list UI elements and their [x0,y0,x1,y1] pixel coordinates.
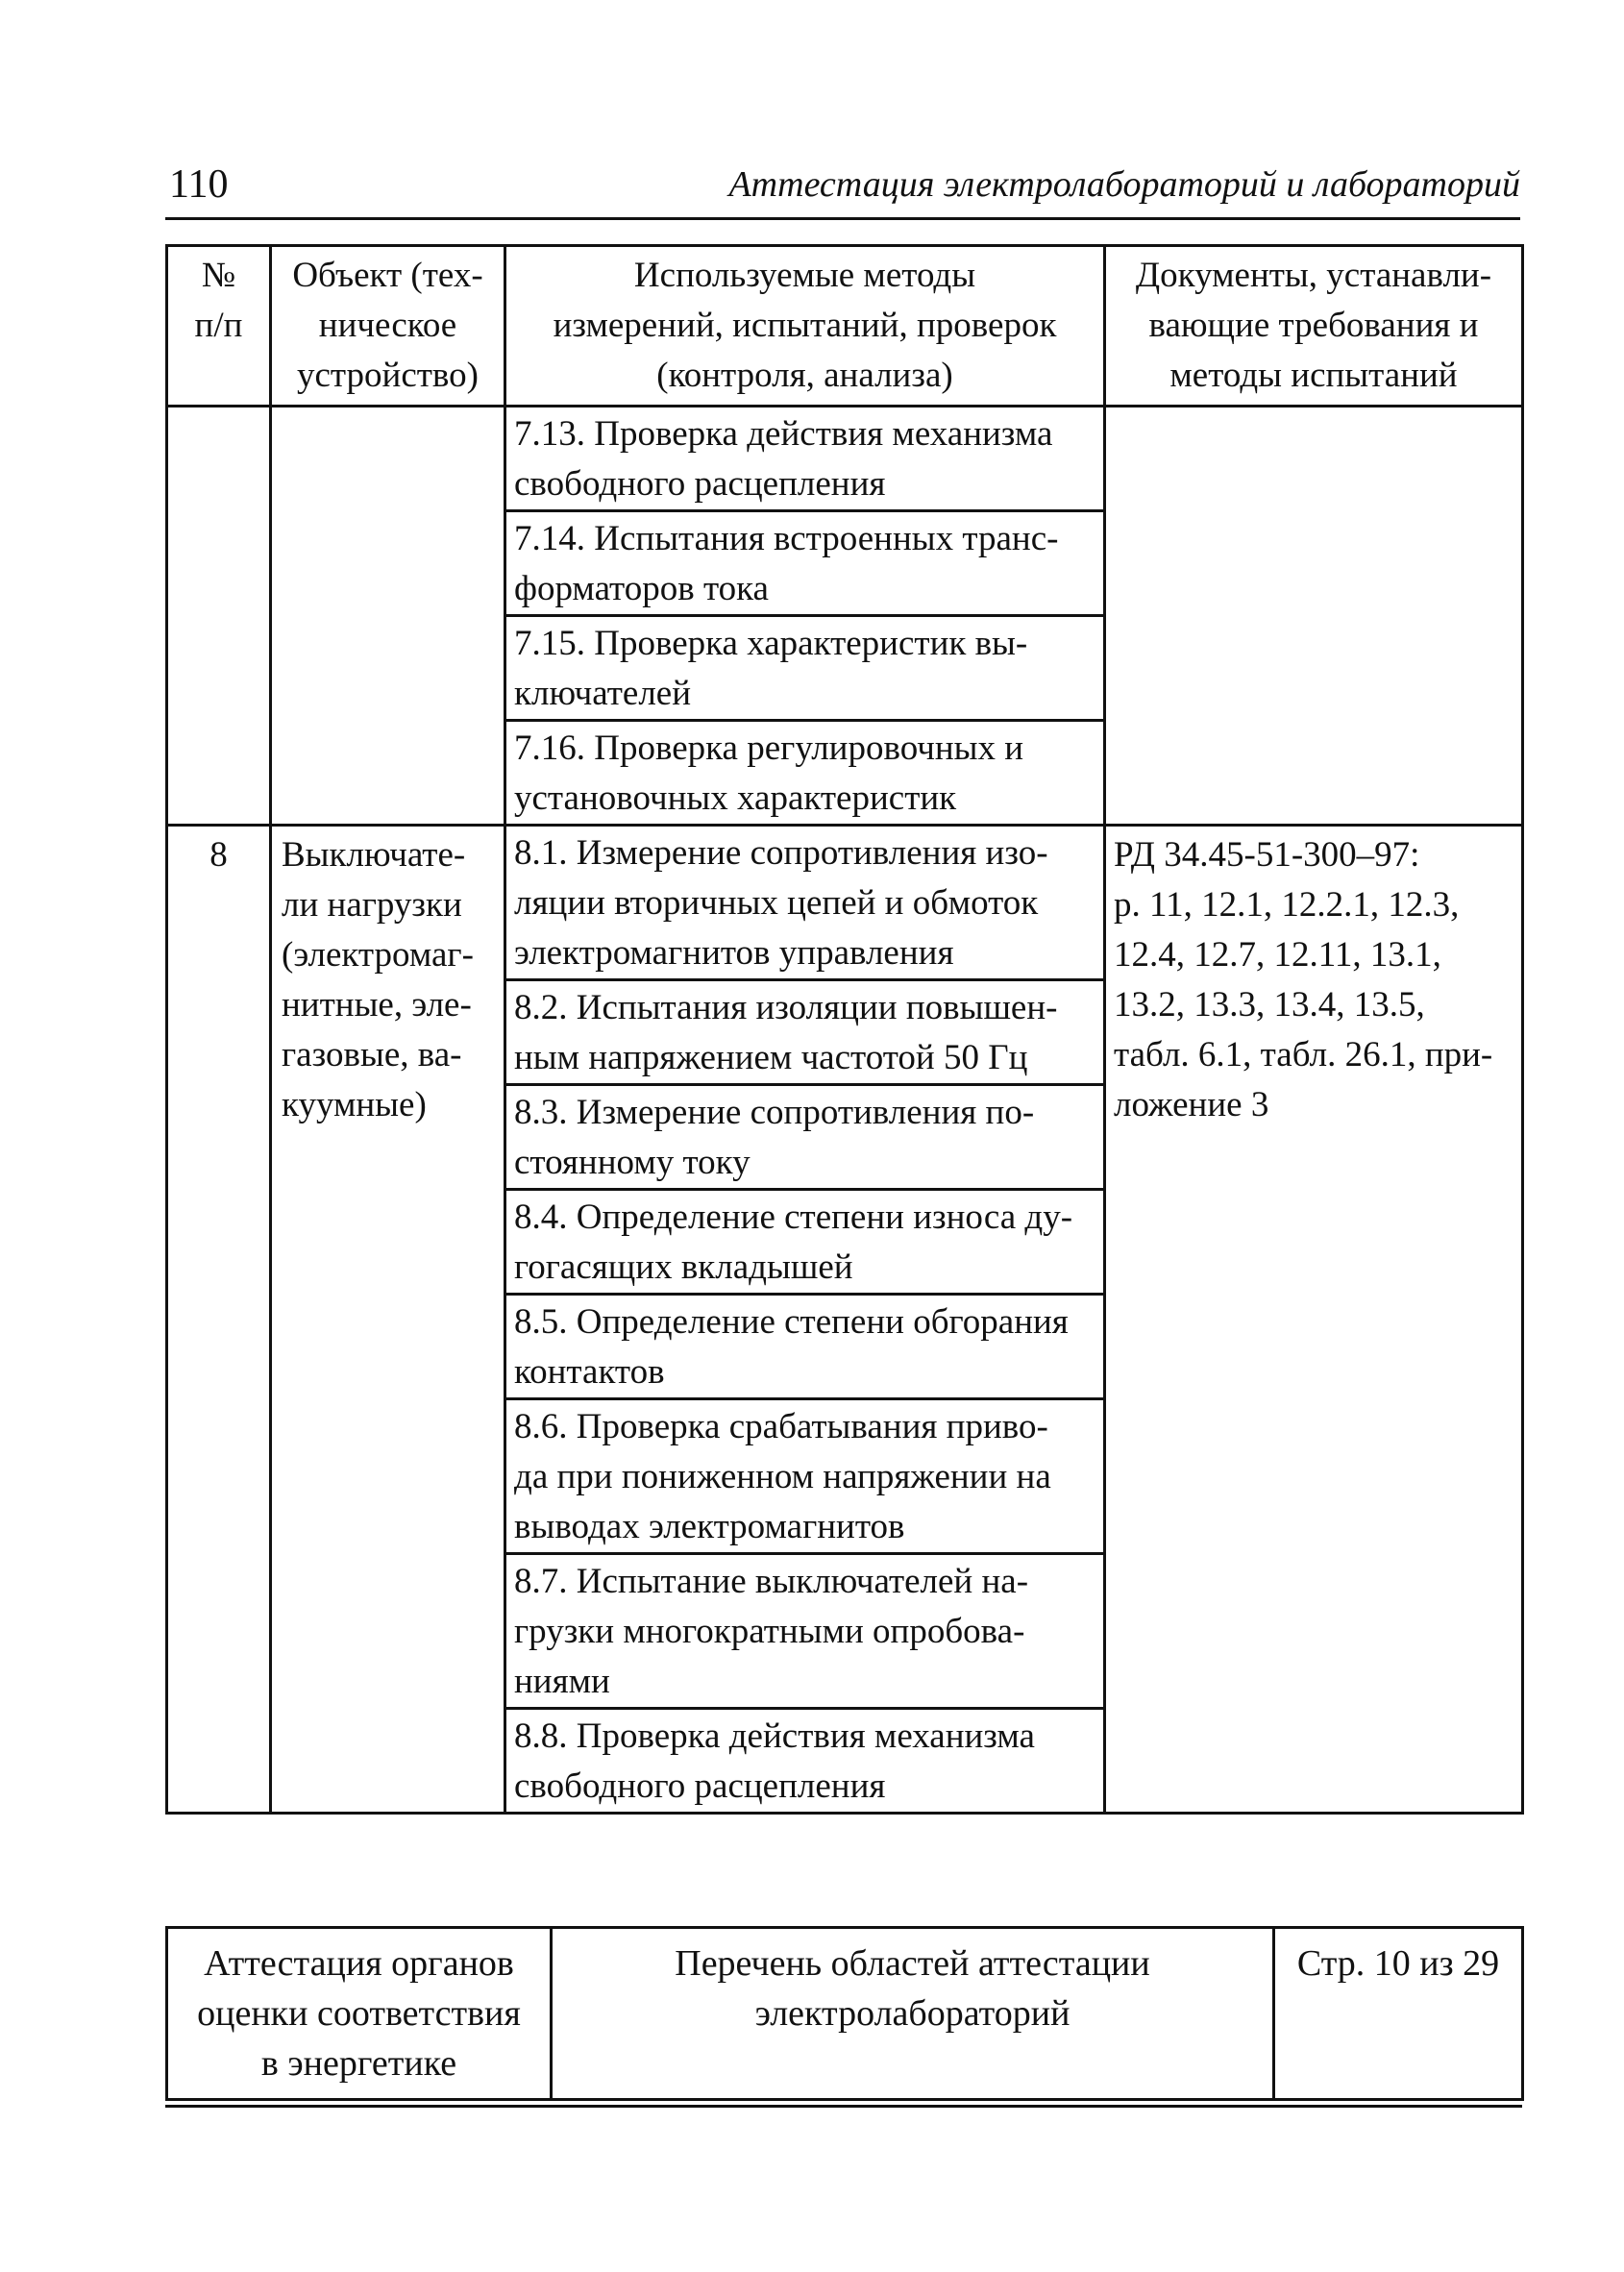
stamp-document-title: Перечень областей аттестации электролабораторий [552,1928,1274,2100]
running-header [165,161,1520,220]
group7-object-cell [271,407,505,826]
column-header-object: Объект (тех- ническое устройство) [271,246,505,407]
running-title: Аттестация электролабораторий и лабораторий [728,164,1520,205]
footer-stamp [165,1926,1524,2101]
method-7-14: 7.14. Испытания встроенных транс- форматоров тока [505,511,1105,616]
group7-documents-cell [1105,407,1523,826]
stamp-page-ref: Стр. 10 из 29 [1274,1928,1523,2100]
bottom-rule [165,2105,1522,2108]
method-8-7: 8.7. Испытание выключателей на- грузки многократными опробова- ниями [505,1554,1105,1709]
method-8-5: 8.5. Определение степени обгорания контактов [505,1295,1105,1399]
stamp-organization: Аттестация органов оценки соответствия в энергетике [167,1928,552,2100]
group8-object: Выключате- ли нагрузки (электромаг- нитные, эле- газовые, ва- куумные) [271,826,505,1814]
table-header-row [167,246,1523,407]
page-number: 110 [169,162,229,207]
group7-number-cell [167,407,271,826]
method-7-15: 7.15. Проверка характеристик вы- ключателей [505,616,1105,721]
method-8-1: 8.1. Измерение сопротивления изо- ляции вторичных цепей и обмоток электромагнитов управления [505,826,1105,980]
group8-number: 8 [167,826,271,1814]
table-row [167,826,1523,980]
column-header-documents: Документы, устанавли- вающие требования и методы испытаний [1105,246,1523,407]
method-8-4: 8.4. Определение степени износа ду- гогасящих вкладышей [505,1190,1105,1295]
method-7-13: 7.13. Проверка действия механизма свободного расцепления [505,407,1105,511]
attestation-table [165,244,1524,1815]
method-8-8: 8.8. Проверка действия механизма свободного расцепления [505,1709,1105,1814]
method-8-6: 8.6. Проверка срабатывания приво- да при пониженном напряжении на выводах электромагнитов [505,1399,1105,1554]
column-header-number: № п/п [167,246,271,407]
group8-documents: РД 34.45-51-300–97: р. 11, 12.1, 12.2.1, 12.3, 12.4, 12.7, 12.11, 13.1, 13.2, 13.3, 13.4, 13.5, табл. 6.1, табл. 26.1, при- ложение 3 [1105,826,1523,1814]
method-8-3: 8.3. Измерение сопротивления по- стоянному току [505,1085,1105,1190]
method-7-16: 7.16. Проверка регулировочных и установочных характеристик [505,721,1105,826]
column-header-methods: Используемые методы измерений, испытаний, проверок (контроля, анализа) [505,246,1105,407]
table-row [167,407,1523,511]
method-8-2: 8.2. Испытания изоляции повышен- ным напряжением частотой 50 Гц [505,980,1105,1085]
